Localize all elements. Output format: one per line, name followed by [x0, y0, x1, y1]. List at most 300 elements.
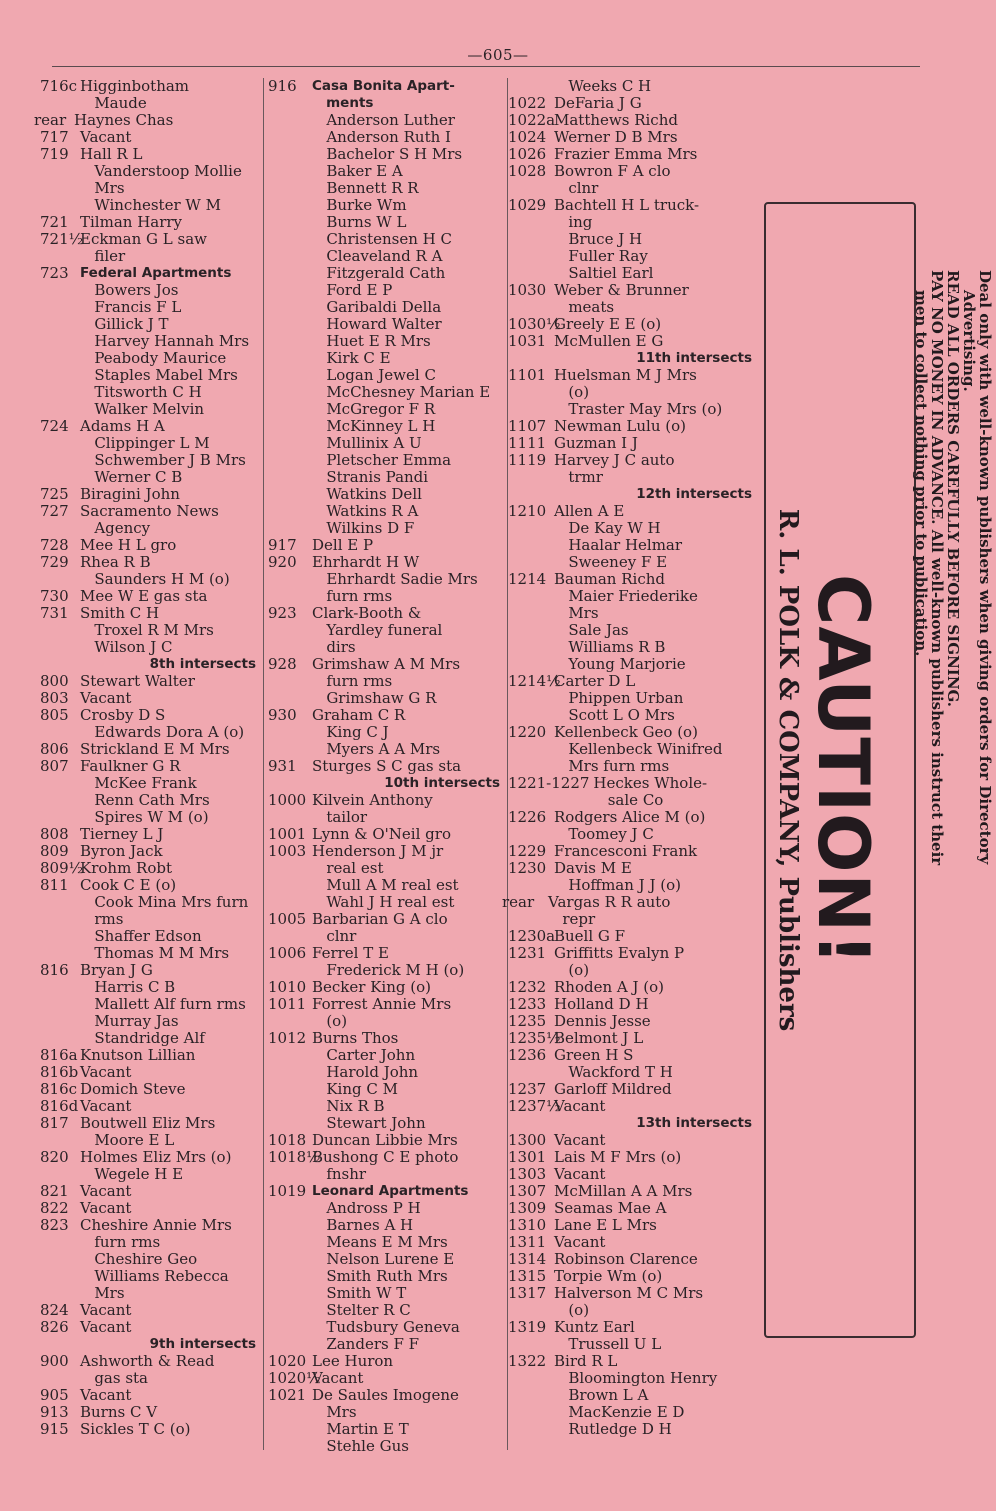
house-number	[40, 1013, 80, 1030]
directory-entry	[268, 1098, 506, 1115]
house-number	[268, 265, 312, 282]
caution-notes	[913, 270, 993, 1280]
directory-entry	[268, 350, 506, 367]
directory-entry	[40, 1115, 262, 1132]
directory-entry	[40, 1183, 262, 1200]
house-number	[268, 741, 312, 758]
caution-note-line: Deal only with well-known publishers when giving orders for Directory	[976, 270, 994, 865]
resident-name: Young Marjorie	[554, 655, 686, 673]
resident-name: Walker Melvin	[80, 400, 205, 418]
resident-name: Wackford T H	[554, 1063, 673, 1081]
directory-entry	[268, 1064, 506, 1081]
resident-name: Wegele H E	[80, 1165, 184, 1183]
resident-name: Stewart Walter	[80, 672, 195, 690]
house-number	[268, 316, 312, 333]
directory-entry	[268, 384, 506, 401]
resident-name: Belmont J L	[554, 1029, 644, 1047]
resident-name: Holmes Eliz Mrs (o)	[80, 1148, 232, 1166]
directory-entry	[40, 265, 262, 282]
directory-entry	[40, 1081, 262, 1098]
resident-name: Sturges S C gas sta	[312, 757, 462, 775]
resident-name: Vacant	[554, 1131, 606, 1149]
resident-name: Frazier Emma Mrs	[554, 145, 698, 163]
directory-entry	[268, 435, 506, 452]
resident-name: Lynn & O'Neil gro	[312, 825, 451, 843]
directory-entry	[502, 893, 758, 928]
directory-entry	[268, 265, 506, 282]
directory-entry	[268, 1251, 506, 1268]
resident-name: Stelter R C	[312, 1301, 411, 1319]
house-number	[268, 384, 312, 401]
resident-name: Hoffman J J (o)	[554, 876, 681, 894]
resident-name: DeFaria J G	[554, 94, 642, 112]
directory-entry	[40, 299, 262, 316]
directory-entry	[40, 741, 262, 758]
house-number	[268, 1302, 312, 1319]
directory-entry	[40, 1064, 262, 1081]
resident-name: McKinney L H	[312, 417, 436, 435]
house-number: 915	[40, 1420, 69, 1438]
house-number: 816c	[40, 1080, 78, 1098]
directory-entry	[40, 1098, 262, 1115]
directory-entry	[40, 435, 262, 452]
directory-entry	[40, 78, 262, 112]
directory-entry	[268, 1149, 506, 1183]
house-number	[40, 1166, 80, 1183]
resident-name: Halverson M C Mrs (o)	[554, 1284, 704, 1319]
directory-entry	[508, 639, 758, 656]
house-number	[40, 1030, 80, 1047]
resident-name: Mee W E gas sta	[80, 587, 208, 605]
directory-entry	[40, 673, 262, 690]
house-number: 920	[268, 553, 297, 571]
resident-name: Huelsman M J Mrs (o)	[554, 366, 697, 401]
directory-entry	[40, 1268, 262, 1302]
directory-entry	[508, 1098, 758, 1115]
directory-entry	[268, 1132, 506, 1149]
caution-note-line: READ ALL ORDERS CAREFULLY BEFORE SIGNING.	[944, 270, 962, 708]
directory-entry	[268, 112, 506, 129]
house-number	[508, 231, 554, 248]
resident-name: Cleaveland R A	[312, 247, 443, 265]
resident-name: Vacant	[80, 1386, 132, 1404]
directory-entry	[40, 197, 262, 214]
resident-name: Ashworth & Read gas sta	[80, 1352, 215, 1387]
resident-name: Sickles T C (o)	[80, 1420, 191, 1438]
house-number: 1230	[508, 859, 547, 877]
directory-entry	[268, 316, 506, 333]
directory-entry	[508, 1064, 758, 1081]
house-number	[268, 1234, 312, 1251]
house-number	[268, 282, 312, 299]
resident-name: Kellenbeck Geo (o)	[554, 723, 698, 741]
house-number: rear	[34, 111, 67, 129]
resident-name: Vacant	[80, 1182, 132, 1200]
resident-name: Bowers Jos	[80, 281, 179, 299]
directory-entry	[508, 826, 758, 843]
directory-entry	[508, 248, 758, 265]
resident-name: Titsworth C H	[80, 383, 202, 401]
directory-entry	[40, 792, 262, 809]
directory-entry	[40, 333, 262, 350]
resident-name: Logan Jewel C	[312, 366, 436, 384]
house-number	[40, 775, 80, 792]
house-number	[268, 180, 312, 197]
house-number	[508, 537, 554, 554]
caution-note-line: men to collect nothing prior to publication.	[912, 290, 930, 657]
house-number	[268, 724, 312, 741]
directory-entry	[268, 180, 506, 197]
resident-name: Kirk C E	[312, 349, 391, 367]
resident-name: Saunders H M (o)	[80, 570, 230, 588]
resident-name: Huet E R Mrs	[312, 332, 431, 350]
directory-entry	[268, 1217, 506, 1234]
house-number	[508, 656, 554, 673]
house-number: 1235½	[508, 1029, 561, 1047]
resident-name: Ferrel T E	[312, 944, 389, 962]
directory-entry	[40, 758, 262, 775]
resident-name: Kellenbeck Winifred Mrs furn rms	[568, 740, 723, 775]
directory-entry	[40, 1132, 262, 1149]
directory-entry	[268, 605, 506, 656]
directory-entry	[268, 571, 506, 605]
resident-name: Seamas Mae A	[554, 1199, 667, 1217]
directory-entry	[508, 724, 758, 741]
directory-entry	[508, 945, 758, 979]
resident-name: Myers A A Mrs	[312, 740, 441, 758]
house-number	[508, 588, 554, 622]
resident-name: Garibaldi Della	[312, 298, 442, 316]
resident-name: Adams H A	[80, 417, 165, 435]
resident-name: Fitzgerald Cath	[312, 264, 446, 282]
directory-entry	[40, 962, 262, 979]
resident-name: Cook Mina Mrs furn rms	[94, 893, 249, 928]
house-number: 1311	[508, 1233, 547, 1251]
house-number	[40, 435, 80, 452]
house-number: 1000	[268, 791, 307, 809]
directory-entry	[508, 112, 758, 129]
directory-entry	[40, 486, 262, 503]
directory-entry	[508, 1217, 758, 1234]
house-number	[268, 962, 312, 979]
caution-note-line: Advertising.	[960, 290, 978, 392]
directory-entry	[268, 1370, 506, 1387]
house-number: 1237½	[508, 1097, 561, 1115]
directory-entry	[508, 1013, 758, 1030]
house-number: 1005	[268, 910, 307, 928]
directory-entry	[508, 520, 758, 537]
house-number: 1314	[508, 1250, 547, 1268]
resident-name: Werner D B Mrs	[554, 128, 678, 146]
caution-notice	[764, 202, 994, 1338]
resident-name: Eckman G L saw filer	[80, 230, 207, 265]
directory-entry	[268, 163, 506, 180]
house-number: 805	[40, 706, 69, 724]
resident-name: Williams R B	[554, 638, 666, 656]
directory-entry	[508, 435, 758, 452]
house-number	[268, 1268, 312, 1285]
directory-entry	[508, 1285, 758, 1319]
house-number	[508, 520, 554, 537]
resident-name: Haynes Chas	[74, 111, 174, 129]
resident-name: Werner C B	[80, 468, 183, 486]
resident-name: Bowron F A clo clnr	[554, 162, 671, 197]
resident-name: Staples Mabel Mrs	[80, 366, 238, 384]
directory-entry	[268, 1030, 506, 1047]
directory-entry	[268, 877, 506, 894]
resident-name: Rodgers Alice M (o)	[554, 808, 706, 826]
house-number	[268, 486, 312, 503]
house-number: 728	[40, 536, 69, 554]
resident-name: Vacant	[80, 1063, 132, 1081]
house-number	[508, 78, 554, 95]
directory-entry	[268, 1336, 506, 1353]
directory-entry	[508, 860, 758, 877]
house-number	[40, 1251, 80, 1268]
directory-entry	[508, 707, 758, 724]
directory-entry	[268, 962, 506, 979]
resident-name: Grimshaw A M Mrs furn rms	[312, 655, 461, 690]
house-number: 821	[40, 1182, 69, 1200]
house-number	[268, 333, 312, 350]
directory-entry	[268, 894, 506, 911]
resident-name: Leonard Apartments	[312, 1183, 469, 1199]
resident-name: Cheshire Annie Mrs furn rms	[80, 1216, 232, 1251]
resident-name: Cheshire Geo	[80, 1250, 198, 1268]
resident-name: Tilman Harry	[80, 213, 183, 231]
resident-name: Thomas M M Mrs	[80, 944, 230, 962]
directory-entry	[268, 1115, 506, 1132]
resident-name: Strickland E M Mrs	[80, 740, 230, 758]
directory-entry	[268, 248, 506, 265]
house-number	[268, 248, 312, 265]
house-number: 800	[40, 672, 69, 690]
house-number: 1018½	[268, 1148, 321, 1166]
house-number	[268, 112, 312, 129]
house-number	[40, 945, 80, 962]
directory-entry	[508, 1268, 758, 1285]
resident-name: Greely E E (o)	[554, 315, 662, 333]
resident-name: Guzman I J	[554, 434, 638, 452]
directory-entry	[40, 537, 262, 554]
house-number: 1229	[508, 842, 547, 860]
house-number: 1111	[508, 434, 547, 452]
house-number: 905	[40, 1386, 69, 1404]
house-number	[268, 1319, 312, 1336]
house-number	[268, 1200, 312, 1217]
directory-entry	[40, 945, 262, 962]
resident-name: Vacant	[554, 1097, 606, 1115]
resident-name: MacKenzie E D	[554, 1403, 685, 1421]
house-number	[508, 1421, 554, 1438]
house-number: 1315	[508, 1267, 547, 1285]
directory-entry	[508, 452, 758, 486]
house-number: 729	[40, 553, 69, 571]
resident-name: Wahl J H real est	[312, 893, 455, 911]
house-number: 1303	[508, 1165, 547, 1183]
resident-name: Nix R B	[312, 1097, 385, 1115]
directory-entry	[268, 792, 506, 826]
resident-name: Higginbotham Maude	[80, 77, 190, 112]
house-number: 1226	[508, 808, 547, 826]
directory-entry	[268, 996, 506, 1030]
directory-entry	[268, 707, 506, 724]
house-number: 1235	[508, 1012, 547, 1030]
house-number: 1010	[268, 978, 307, 996]
directory-entry	[40, 1404, 262, 1421]
house-number	[268, 877, 312, 894]
directory-entry	[40, 843, 262, 860]
caution-headline: CAUTION!	[802, 573, 884, 967]
directory-entry	[508, 1336, 758, 1353]
resident-name: Barnes A H	[312, 1216, 414, 1234]
resident-name: Francesconi Frank	[554, 842, 698, 860]
resident-name: Vacant	[312, 1369, 364, 1387]
house-number: 721½	[40, 230, 84, 248]
intersect-heading: 11th intersects	[636, 350, 752, 366]
house-number: 1029	[508, 196, 547, 214]
directory-entry	[508, 809, 758, 826]
house-number	[268, 1098, 312, 1115]
house-number: 1001	[268, 825, 307, 843]
directory-entry	[268, 78, 506, 112]
directory-entry	[40, 316, 262, 333]
directory-entry	[508, 1132, 758, 1149]
directory-entry	[508, 690, 758, 707]
house-number	[268, 435, 312, 452]
house-number	[40, 571, 80, 588]
house-number: 913	[40, 1403, 69, 1421]
directory-entry	[508, 1319, 758, 1336]
caution-note-line: PAY NO MONEY IN ADVANCE. All well-known publishers instruct their	[928, 270, 946, 866]
directory-entry	[268, 843, 506, 877]
directory-entry	[268, 452, 506, 469]
directory-entry	[40, 860, 262, 877]
house-number: rear	[502, 893, 535, 911]
directory-entry	[40, 1030, 262, 1047]
house-number: 816	[40, 961, 69, 979]
house-number	[268, 690, 312, 707]
directory-entry	[508, 1353, 758, 1370]
resident-name: Smith W T	[312, 1284, 407, 1302]
resident-name: McMullen E G	[554, 332, 664, 350]
resident-name: Weber & Brunner meats	[554, 281, 689, 316]
resident-name: De Saules Imogene Mrs	[312, 1386, 459, 1421]
house-number	[268, 418, 312, 435]
resident-name: McMillan A A Mrs	[554, 1182, 693, 1200]
directory-entry	[268, 1268, 506, 1285]
resident-name: Kuntz Earl	[554, 1318, 635, 1336]
directory-entry	[40, 401, 262, 418]
house-number	[268, 1047, 312, 1064]
directory-entry	[268, 656, 506, 690]
house-number	[508, 265, 554, 282]
resident-name: Bennett R R	[312, 179, 419, 197]
resident-name: Vacant	[80, 1301, 132, 1319]
resident-name: Graham C R	[312, 706, 406, 724]
directory-entry	[268, 129, 506, 146]
directory-entry	[508, 95, 758, 112]
house-number: 823	[40, 1216, 69, 1234]
house-number: 1322	[508, 1352, 547, 1370]
directory-entry	[40, 877, 262, 894]
resident-name: McKee Frank	[80, 774, 197, 792]
resident-name: Holland D H	[554, 995, 649, 1013]
house-number	[40, 809, 80, 826]
directory-entry	[268, 1302, 506, 1319]
directory-entry	[508, 656, 758, 673]
resident-name: Martin E T	[312, 1420, 409, 1438]
house-number: 1012	[268, 1029, 307, 1047]
intersect-heading: 9th intersects	[149, 1336, 256, 1352]
directory-entry	[268, 503, 506, 520]
house-number: 1220	[508, 723, 547, 741]
resident-name: Phippen Urban	[554, 689, 684, 707]
directory-entry	[40, 724, 262, 741]
resident-name: Hall R L	[80, 145, 143, 163]
house-number: 816d	[40, 1097, 79, 1115]
directory-column-1	[34, 77, 262, 1438]
house-number	[40, 299, 80, 316]
house-number	[268, 350, 312, 367]
directory-entry	[268, 401, 506, 418]
directory-entry	[40, 282, 262, 299]
house-number: 806	[40, 740, 69, 758]
directory-entry	[40, 1353, 262, 1387]
page-number: —605—	[467, 46, 529, 64]
house-number: 809½	[40, 859, 84, 877]
house-number: 1019	[268, 1182, 307, 1200]
directory-entry	[508, 1149, 758, 1166]
directory-entry	[508, 554, 758, 571]
house-number	[508, 1404, 554, 1421]
directory-entry	[508, 1387, 758, 1404]
directory-entry	[40, 996, 262, 1013]
house-number	[268, 469, 312, 486]
directory-entry	[268, 282, 506, 299]
resident-name: Moore E L	[80, 1131, 175, 1149]
directory-entry	[268, 1081, 506, 1098]
house-number: 731	[40, 604, 69, 622]
house-number: 923	[268, 604, 297, 622]
house-number	[40, 928, 80, 945]
directory-entry	[40, 707, 262, 724]
directory-entry	[508, 163, 758, 197]
house-number	[268, 401, 312, 418]
resident-name: Maier Friederike Mrs	[568, 587, 698, 622]
resident-name: Renn Cath Mrs	[80, 791, 210, 809]
resident-name: Stehle Gus	[312, 1437, 409, 1455]
resident-name: Harvey Hannah Mrs	[80, 332, 250, 350]
house-number	[40, 979, 80, 996]
resident-name: Traster May Mrs (o)	[554, 400, 723, 418]
house-number: 931	[268, 757, 297, 775]
house-number: 928	[268, 655, 297, 673]
resident-name: McGregor F R	[312, 400, 436, 418]
resident-name: Spires W M (o)	[80, 808, 209, 826]
resident-name: Vargas R R auto repr	[548, 893, 671, 928]
house-number: 724	[40, 417, 69, 435]
house-number	[40, 724, 80, 741]
house-number: 1020½	[268, 1369, 321, 1387]
house-number	[268, 367, 312, 384]
resident-name: Grimshaw G R	[312, 689, 437, 707]
directory-entry	[268, 979, 506, 996]
directory-entry	[268, 1047, 506, 1064]
house-number	[508, 707, 554, 724]
resident-name: Andross P H	[312, 1199, 421, 1217]
directory-entry	[508, 588, 758, 622]
